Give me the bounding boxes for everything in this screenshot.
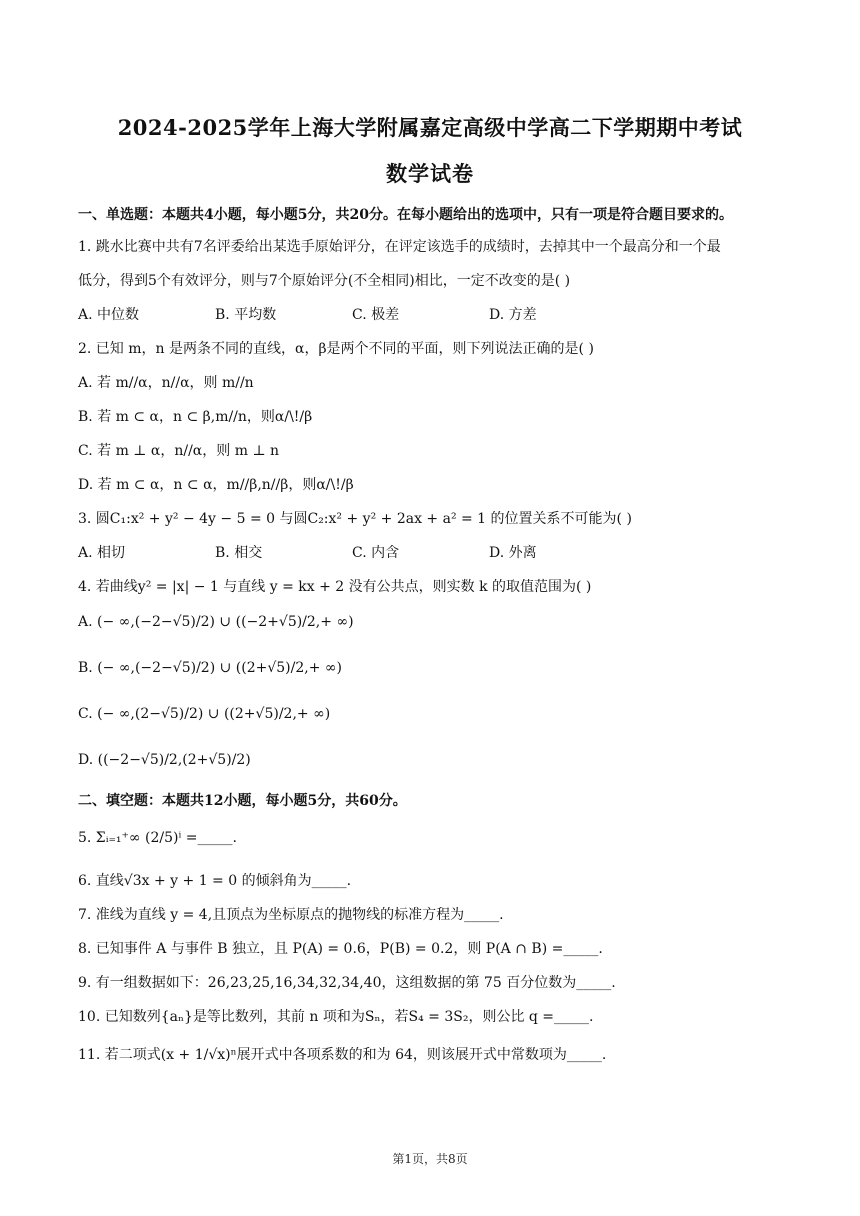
q3-stem: 3. 圆C₁:x² + y² − 4y − 5 = 0 与圆C₂:x² + y² + 2ax + a² = 1 的位置关系不可能为( ): [78, 511, 632, 527]
q7-line: 7. 准线为直线 y = 4,且顶点为坐标原点的抛物线的标准方程为_____.: [78, 907, 504, 923]
q3-option-d: D. 外离: [489, 545, 537, 561]
q1-option-b: B. 平均数: [215, 307, 277, 323]
q11-line: 11. 若二项式(x + 1/√x)ⁿ展开式中各项系数的和为 64，则该展开式中常数项为_____.: [78, 1047, 607, 1063]
q2-option-a: A. 若 m//α，n//α，则 m//n: [78, 375, 254, 391]
q1-option-c: C. 极差: [352, 307, 400, 323]
q10-line: 10. 已知数列{aₙ}是等比数列，其前 n 项和为Sₙ，若S₄ = 3S₂，则公比 q =_____.: [78, 1009, 594, 1025]
q4-option-c: C. (− ∞,(2−√5)/2) ∪ ((2+√5)/2,+ ∞): [78, 706, 331, 722]
q3-option-a: A. 相切: [78, 545, 126, 561]
section2-heading: 二、填空题：本题共12小题，每小题5分，共60分。: [78, 793, 407, 809]
q1-line2: 低分，得到5个有效评分，则与7个原始评分(不全相同)相比，一定不改变的是( ): [78, 273, 571, 289]
q3-options: [78, 542, 626, 562]
exam-title: 2024-2025学年上海大学附属嘉定高级中学高二下学期期中考试: [117, 115, 743, 140]
q1-option-a: A. 中位数: [78, 307, 140, 323]
q3-option-c: C. 内含: [352, 545, 400, 561]
q1-option-d: D. 方差: [489, 307, 537, 323]
q1-options: [78, 304, 626, 324]
q2-option-c: C. 若 m ⊥ α，n//α，则 m ⊥ n: [78, 443, 280, 459]
q2-stem: 2. 已知 m，n 是两条不同的直线，α，β是两个不同的平面，则下列说法正确的是( ): [78, 341, 594, 357]
q6-line: 6. 直线√3x + y + 1 = 0 的倾斜角为_____.: [78, 873, 352, 889]
q8-line: 8. 已知事件 A 与事件 B 独立，且 P(A) = 0.6，P(B) = 0.2，则 P(A ∩ B) =_____.: [78, 941, 603, 957]
q2-option-b: B. 若 m ⊂ α，n ⊂ β,m//n，则α/\!/β: [78, 409, 313, 425]
q2-option-d: D. 若 m ⊂ α，n ⊂ α，m//β,n//β，则α/\!/β: [78, 477, 354, 493]
q1-line1: 1. 跳水比赛中共有7名评委给出某选手原始评分，在评定该选手的成绩时，去掉其中一个最高分和一个最: [78, 239, 721, 255]
q5-line: 5. Σᵢ₌₁⁺∞ (2/5)ⁱ =_____.: [78, 830, 237, 846]
section1-heading: 一、单选题：本题共4小题，每小题5分，共20分。在每小题给出的选项中，只有一项是符合题目要求的。: [78, 207, 733, 223]
q4-option-d: D. ((−2−√5)/2,(2+√5)/2): [78, 752, 251, 768]
q4-option-a: A. (− ∞,(−2−√5)/2) ∪ ((−2+√5)/2,+ ∞): [78, 614, 354, 630]
q4-stem: 4. 若曲线y² = |x| − 1 与直线 y = kx + 2 没有公共点，则实数 k 的取值范围为( ): [78, 579, 592, 595]
q9-line: 9. 有一组数据如下：26,23,25,16,34,32,34,40，这组数据的第 75 百分位数为_____.: [78, 975, 616, 991]
page-footer: 第1页，共8页: [392, 1152, 468, 1166]
exam-subtitle: 数学试卷: [386, 161, 474, 186]
q3-option-b: B. 相交: [215, 545, 263, 561]
q4-option-b: B. (− ∞,(−2−√5)/2) ∪ ((2+√5)/2,+ ∞): [78, 660, 343, 676]
